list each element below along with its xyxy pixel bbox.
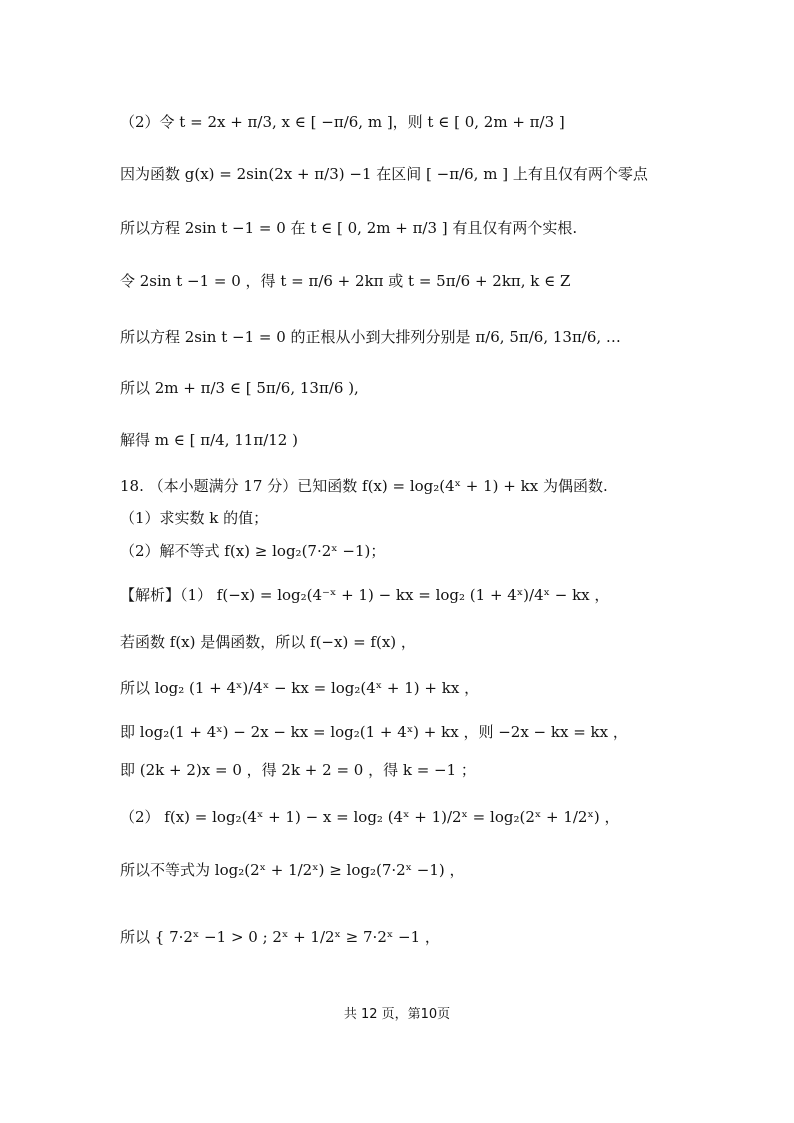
analysis-line-4: 即 log₂(1 + 4ˣ) − 2x − kx = log₂(1 + 4ˣ) + kx ，则 −2x − kx = kx ， xyxy=(120,723,628,741)
analysis-line-3: 所以 log₂ (1 + 4ˣ)/4ˣ − kx = log₂(4ˣ + 1) + kx ， xyxy=(120,679,480,697)
analysis-line-1: 【解析】（1） f(−x) = log₂(4⁻ˣ + 1) − kx = log₂ (1 + 4ˣ)/4ˣ − kx ， xyxy=(120,586,610,604)
solution-line-6: 所以 2m + π/3 ∈ [ 5π/6, 13π/6 ), xyxy=(120,379,359,397)
problem-18-part-2: （2）解不等式 f(x) ≥ log₂(7·2ˣ −1)； xyxy=(120,542,386,560)
solution-line-1: （2）令 t = 2x + π/3, x ∈ [ −π/6, m ]，则 t ∈ [ 0, 2m + π/3 ] xyxy=(120,113,565,131)
analysis-line-7: 所以不等式为 log₂(2ˣ + 1/2ˣ) ≥ log₂(7·2ˣ −1) ， xyxy=(120,861,465,879)
analysis-line-6: （2） f(x) = log₂(4ˣ + 1) − x = log₂ (4ˣ + 1)/2ˣ = log₂(2ˣ + 1/2ˣ) ， xyxy=(120,808,620,826)
analysis-line-2: 若函数 f(x) 是偶函数，所以 f(−x) = f(x) ， xyxy=(120,633,416,651)
solution-line-2: 因为函数 g(x) = 2sin(2x + π/3) −1 在区间 [ −π/6, m ] 上有且仅有两个零点 xyxy=(120,165,648,183)
problem-18-statement: 18. （本小题满分 17 分）已知函数 f(x) = log₂(4ˣ + 1) + kx 为偶函数. xyxy=(120,477,608,495)
solution-line-5: 所以方程 2sin t −1 = 0 的正根从小到大排列分别是 π/6, 5π/6, 13π/6, … xyxy=(120,328,621,346)
analysis-line-5: 即 (2k + 2)x = 0 ，得 2k + 2 = 0 ，得 k = −1 ； xyxy=(120,761,476,779)
solution-line-4: 令 2sin t −1 = 0 ，得 t = π/6 + 2kπ 或 t = 5π/6 + 2kπ, k ∈ Z xyxy=(120,272,571,290)
analysis-line-8: 所以 { 7·2ˣ −1 > 0 ; 2ˣ + 1/2ˣ ≥ 7·2ˣ −1 ， xyxy=(120,928,440,946)
solution-line-3: 所以方程 2sin t −1 = 0 在 t ∈ [ 0, 2m + π/3 ] 有且仅有两个实根. xyxy=(120,219,578,237)
problem-18-part-1: （1）求实数 k 的值； xyxy=(120,509,269,527)
page-footer: 共 12 页，第10页 xyxy=(343,1007,451,1022)
solution-line-7: 解得 m ∈ [ π/4, 11π/12 ) xyxy=(120,431,298,449)
